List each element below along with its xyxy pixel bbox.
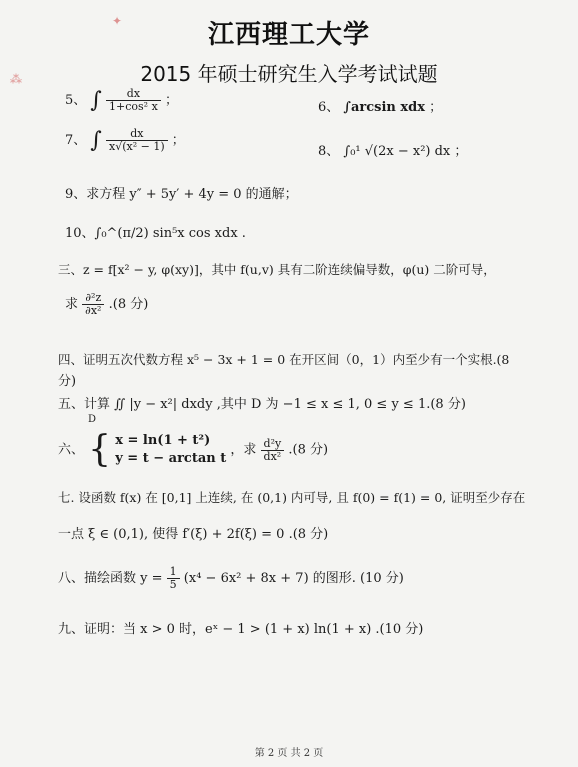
problem-five-text: 五、计算 ∬ |y − x²| dxdy ,其中 D 为 −1 ≤ x ≤ 1, 0 ≤ y ≤ 1.(8 分) [58,397,466,412]
red-stamp-mark-left: ⁂ [10,72,22,86]
denominator: ∂x² [85,304,102,317]
score: .(8 分) [288,442,329,458]
derivative-fraction [261,438,285,463]
problem-7-number: 7、 [65,133,87,148]
problem-four-line1: 四、证明五次代数方程 x⁵ − 3x + 1 = 0 在开区间（0，1）内至少有一个实根.(8 [58,352,510,367]
equation-1: x = ln(1 + t²) [115,433,211,448]
problem-four-line2: 分) [58,374,77,389]
coefficient-fraction [167,566,180,591]
problem-7 [65,128,185,153]
numerator: 1 [167,566,180,579]
punct: ； [429,100,443,115]
punct: ； [164,93,178,108]
ask: ，求 [230,442,257,458]
problem-six [58,429,329,470]
integral-sign: ∫ [90,88,102,113]
equation-2: y = t − arctan t [115,451,227,466]
red-stamp-mark: ✦ [112,14,123,28]
numerator: dx [106,88,161,101]
problem-five [58,393,466,412]
problem-9: 9、求方程 y″ + 5y′ + 4y = 0 的通解； [65,187,298,202]
brace: { [88,429,112,470]
denominator: 5 [169,578,177,591]
exam-title: 2015 年硕士研究生入学考试试题 [140,62,438,86]
problem-nine: 九、证明：当 x > 0 时，eˣ − 1 > (1 + x) ln(1 + x) .(10 分) [58,622,424,637]
problem-5 [65,88,178,113]
problem-three-line1: 三、z = f[x² − y, φ(xy)]，其中 f(u,v) 具有二阶连续偏导数，φ(u) 二阶可导， [58,262,496,277]
prefix: 八、描绘函数 y = [58,571,163,586]
page-footer: 第 2 页 共 2 页 [254,748,324,759]
denominator: x√(x² − 1) [109,140,165,153]
denominator: 1+cos² x [109,100,158,113]
region-subscript: D [88,414,97,425]
parametric-system [115,432,226,468]
problem-7-fraction [106,128,168,153]
punct: ； [454,144,468,159]
score: .(8 分) [108,297,149,312]
numerator: dx [106,128,168,141]
problem-6-number: 6、 [318,100,340,115]
problem-6-expr: ∫arcsin xdx [343,100,425,115]
problem-seven-line1: 七. 设函数 f(x) 在 [0,1] 上连续, 在 (0,1) 内可导, 且 f(0) = f(1) = 0, 证明至少存在 [58,490,526,505]
university-title: 江西理工大学 [207,20,370,50]
numerator: d²y [261,438,285,451]
partial-fraction [82,292,104,317]
denominator: dx² [263,449,282,463]
problem-10: 10、∫₀^(π/2) sin⁵x cos xdx . [65,226,246,241]
problem-8-number: 8、 [318,144,340,159]
punct: ； [171,133,185,148]
problem-eight [58,566,404,591]
problem-six-number: 六、 [58,442,85,458]
problem-5-fraction [106,88,161,113]
problem-5-number: 5、 [65,93,87,108]
prefix: 求 [65,297,79,312]
integral-sign: ∫ [90,128,102,153]
problem-three-line2 [65,292,148,317]
problem-8 [318,140,467,159]
score: (x⁴ − 6x² + 8x + 7) 的图形. (10 分) [183,571,404,586]
problem-6 [318,96,442,115]
problem-8-expr: ∫₀¹ √(2x − x²) dx [343,144,451,159]
numerator: ∂²z [82,292,104,305]
problem-seven-line2: 一点 ξ ∈ (0,1), 使得 f′(ξ) + 2f(ξ) = 0 .(8 分) [58,527,329,542]
